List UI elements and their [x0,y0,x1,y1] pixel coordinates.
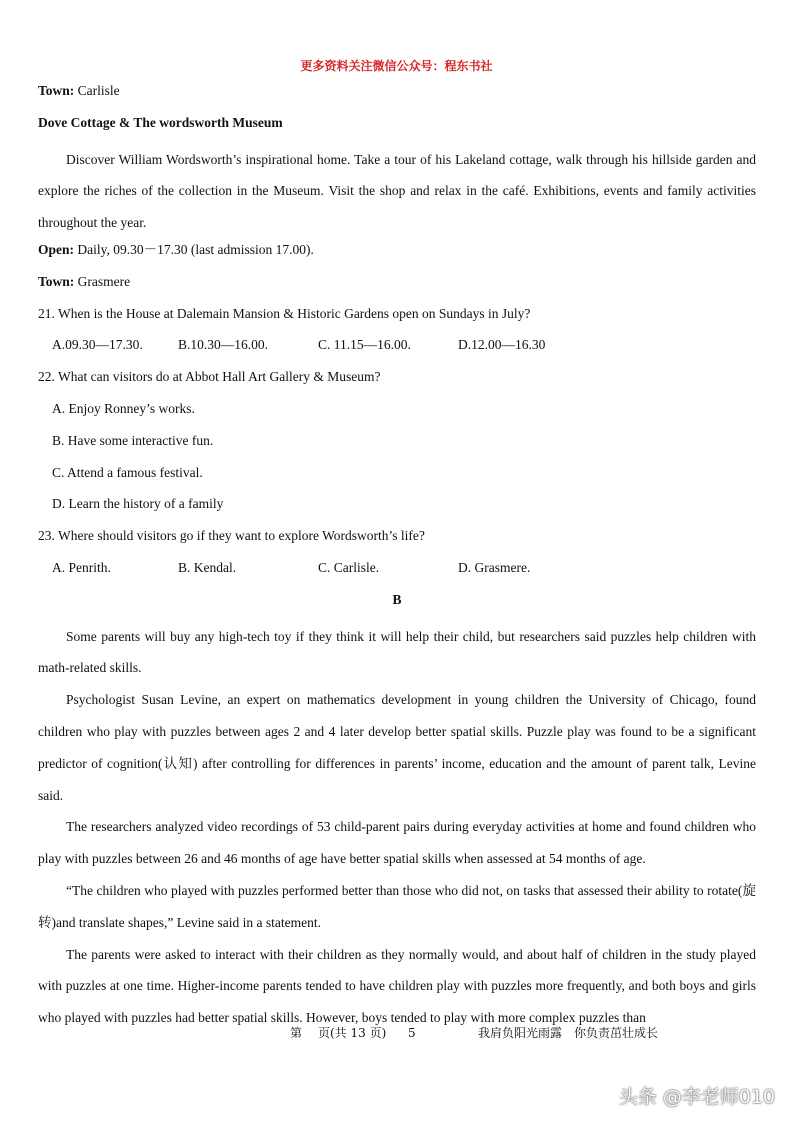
town-label: Town: [38,273,75,289]
option-c: C. Attend a famous festival. [52,464,203,480]
option-c: C. Carlisle. [318,559,380,575]
option-c: C. 11.15—16.00. [318,337,411,353]
town-value: Carlisle [74,83,120,98]
document-body [38,80,756,1034]
passage-paragraph-2: Psychologist Susan Levine, an expert on mathematics development in young children the University of Chicago, found children who play with puzzles between ages 2 and 4 later develop better spatial skills. Puzzle play was found to be a significant predictor of cognition(认知) after controlling for differences in parents’ income, education and the amount of parent talk, Levine said. [38,692,756,803]
option-a: A.09.30—17.30. [52,337,143,353]
dove-open [38,239,756,271]
footer-prefix: 第 [290,1026,303,1040]
open-label: Open: [38,241,75,257]
footer-page-number: 5 [408,1026,416,1040]
option-b: B. Have some interactive fun. [52,432,214,448]
option-a: A. Penrith. [52,559,111,575]
option-a: A. Enjoy Ronney’s works. [52,400,195,416]
section-b-heading: B [392,591,402,607]
option-b: B.10.30—16.00. [178,337,269,353]
option-b: B. Kendal. [178,559,237,575]
question-23: 23. Where should visitors go if they want to explore Wordsworth’s life? [38,528,425,544]
town-carlisle [38,80,756,112]
open-value: Daily, 09.30－17.30 (last admission 17.00). [74,241,314,257]
footer-motto: 我肩负阳光雨露 你负责茁壮成长 [478,1026,659,1040]
question-23-options [38,557,756,589]
passage-paragraph-5: The parents were asked to interact with their children as they normally would, and about half of children in the study played with puzzles at one time. Higher-income parents tended to have children play with puzzles more frequently, and both boys and girls who played with puzzles had better spatial skills. However, boys tended to play with more complex puzzles than [38,946,756,1026]
passage-paragraph-4: “The children who played with puzzles performed better than those who did not, on tasks that assessed their ability to rotate(旋转)and translate shapes,” Levine said in a statement. [38,882,756,930]
question-22: 22. What can visitors do at Abbot Hall Art Gallery & Museum? [38,369,381,385]
header-notice: 更多资料关注微信公众号：程东书社 [300,59,493,73]
town-label: Town: [38,83,75,98]
page-footer [290,1024,658,1041]
town-value: Grasmere [74,273,131,289]
option-d: D. Learn the history of a family [52,496,224,512]
option-d: D.12.00—16.30 [458,337,546,353]
dove-description: Discover William Wordsworth’s inspirational home. Take a tour of his Lakeland cottage, walk through his hillside garden and explore the riches of the collection in the Museum. Visit the shop and relax in the café. Exhibitions, events and family activities throughout the year. [38,151,756,231]
passage-paragraph-1: Some parents will buy any high-tech toy if they think it will help their child, but researchers said puzzles help children with math-related skills. [38,628,756,676]
question-21-options [38,334,756,366]
option-d: D. Grasmere. [458,559,531,575]
dove-title: Dove Cottage & The wordsworth Museum [38,114,283,130]
watermark: 头条 @李老师010 [618,1086,775,1108]
town-grasmere [38,271,756,303]
question-21: 21. When is the House at Dalemain Mansion & Historic Gardens open on Sundays in July? [38,305,531,321]
passage-paragraph-3: The researchers analyzed video recordings of 53 child-parent pairs during everyday activities at home and found children who play with puzzles between 26 and 46 months of age have better spatial skills when assessed at 54 months of age. [38,819,756,867]
footer-total-pages: 页(共 13 页) [318,1026,387,1040]
